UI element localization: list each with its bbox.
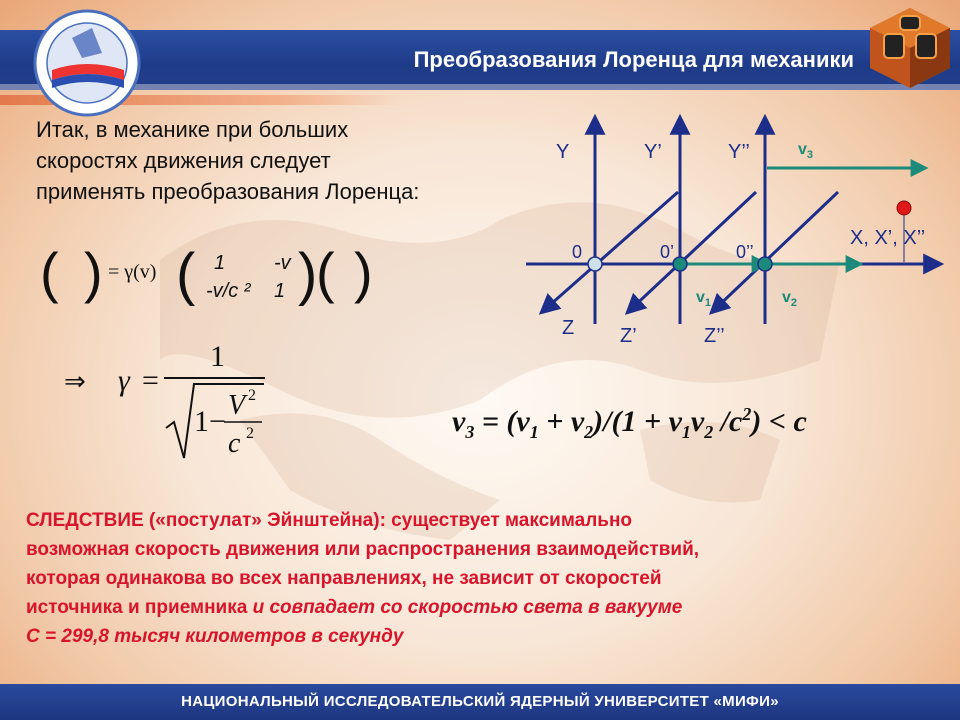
intro-line: скоростях движения следует (36, 148, 331, 173)
matrix-cell: 1 (214, 252, 226, 274)
intro-line: применять преобразования Лоренца: (36, 179, 420, 204)
axis-label-y-double-prime: Y’’ (728, 141, 750, 163)
lorentz-matrix-formula (36, 236, 386, 312)
consequence-line: возможная скорость движения или распространения взаимодействий, (26, 539, 700, 560)
v2-label: $v_2$ (782, 289, 798, 309)
paren-open: ( (40, 241, 59, 304)
origin-point (588, 257, 602, 271)
gamma-symbol: γ (118, 364, 130, 397)
intro-line: Итак, в механике при больших (36, 117, 349, 142)
axis-label-z-double-prime: Z’’ (704, 325, 725, 347)
consequence-line: источника и приемника и совпадает со скоростью света в вакууме (26, 597, 683, 618)
exponent: 2 (246, 425, 254, 442)
consequence-text (26, 506, 936, 651)
gamma-formula (60, 336, 280, 466)
university-seal-logo (32, 8, 142, 118)
z-axis (542, 192, 678, 312)
v3-label: $v_3$ (798, 141, 814, 161)
reference-frames-diagram (520, 110, 950, 360)
axis-label-x: X, X’, X’’ (850, 227, 926, 249)
consequence-line: С = 299,8 тысяч километров в секунду (26, 626, 404, 647)
matrix-cell: -v (274, 252, 291, 274)
paren-open: ( (316, 241, 335, 304)
exponent: 2 (248, 387, 256, 404)
origin-double-prime-label: 0’’ (736, 242, 754, 262)
matrix-paren-open: ( (176, 242, 196, 307)
intro-text (36, 114, 516, 207)
axis-label-y: Y (556, 141, 570, 163)
paren-close: ) (354, 241, 373, 304)
page-title: Преобразования Лоренца для механики (413, 47, 854, 72)
c-symbol: c (228, 428, 241, 459)
matrix-cell: 1 (274, 280, 286, 302)
matrix-paren-close: ) (298, 242, 318, 307)
v1-label: $v_1$ (696, 289, 712, 309)
axis-label-y-prime: Y’ (644, 141, 662, 163)
axis-label-z: Z (562, 317, 575, 339)
implies-symbol: ⇒ (64, 367, 86, 397)
numerator: 1 (210, 340, 225, 373)
light-source-point (897, 201, 911, 215)
equals-sign: = (142, 364, 159, 397)
cube-emblem-logo (866, 4, 954, 92)
gamma-factor: = γ(v) (108, 261, 157, 283)
origin-prime-label: 0’ (660, 242, 675, 262)
footer-bar (0, 684, 960, 720)
one-minus: 1− (194, 405, 226, 438)
consequence-line: СЛЕДСТВИЕ («постулат» Эйнштейна): существует максимально (26, 510, 633, 531)
origin-prime-point (673, 257, 687, 271)
z-double-prime-axis (712, 192, 838, 312)
origin-label: 0 (572, 242, 583, 262)
paren-close: ) (84, 241, 103, 304)
footer-text: НАЦИОНАЛЬНЫЙ ИССЛЕДОВАТЕЛЬСКИЙ ЯДЕРНЫЙ УНИВЕРСИТЕТ «МИФИ» (181, 693, 779, 710)
matrix-cell: -v/c ² (206, 280, 251, 302)
axis-label-z-prime: Z’ (620, 325, 637, 347)
origin-double-prime-point (758, 257, 772, 271)
consequence-line: которая одинакова во всех направлениях, не зависит от скоростей (26, 568, 662, 589)
velocity-addition-formula: $v_3 = (v_1 + v_2)/(1 + v_1v_2$ $/c^2) < c$ (452, 404, 807, 442)
v-symbol: V (228, 390, 246, 421)
